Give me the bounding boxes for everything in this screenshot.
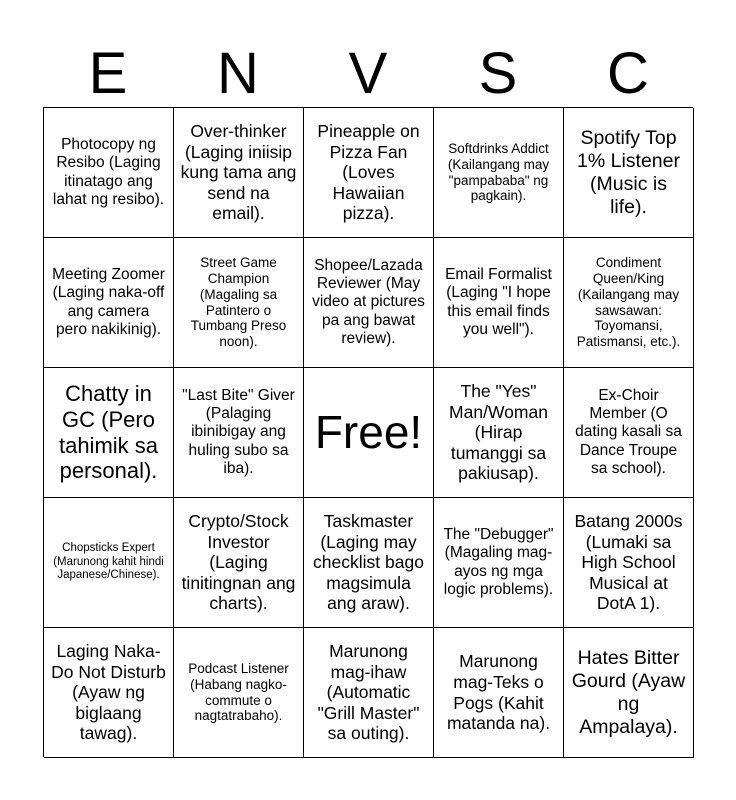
free-space-cell[interactable] (304, 368, 434, 498)
bingo-cell-text: Batang 2000s (Lumaki sa High School Musical at DotA 1). (574, 510, 683, 614)
bingo-cell-text: Pineapple on Pizza Fan (Loves Hawaiian pizza). (317, 120, 420, 224)
bingo-cell[interactable] (44, 108, 174, 238)
bingo-header (43, 40, 693, 108)
bingo-cell-text: Over-thinker (Laging iniisip kung tama ang send na email). (180, 120, 297, 224)
bingo-cell[interactable] (434, 238, 564, 368)
bingo-cell[interactable] (44, 498, 174, 628)
bingo-cell-text: "Last Bite" Giver (Palaging ibinibigay ang huling subo sa iba). (182, 386, 295, 477)
bingo-cell[interactable] (564, 498, 694, 628)
bingo-cell[interactable] (44, 368, 174, 498)
bingo-cell-text: Hates Bitter Gourd (Ayaw ng Ampalaya). (571, 646, 686, 738)
bingo-cell[interactable] (304, 238, 434, 368)
bingo-cell-text: The "Debugger" (Magaling mag-ayos ng mga logic problems). (443, 525, 554, 598)
bingo-cell[interactable] (434, 628, 564, 758)
header-letter-c: C (607, 41, 649, 106)
bingo-cell[interactable] (174, 628, 304, 758)
bingo-cell-text: Taskmaster (Laging may checklist bago magsimula ang araw). (313, 510, 424, 614)
bingo-cell-text: Softdrinks Addict (Kailangang may "pampababa" ng pagkain). (447, 140, 550, 204)
bingo-cell[interactable] (564, 628, 694, 758)
bingo-cell[interactable] (304, 628, 434, 758)
bingo-cell-text: Laging Naka-Do Not Disturb (Ayaw ng biglaang tawag). (51, 640, 166, 744)
bingo-grid (43, 107, 693, 757)
bingo-cell-text: Condiment Queen/King (Kailangang may sawsawan: Toyomansi, Patismansi, etc.). (576, 254, 681, 350)
header-letter-e: E (88, 41, 128, 106)
bingo-cell[interactable] (434, 368, 564, 498)
bingo-cell-text: Photocopy ng Resibo (Laging itinatago ang lahat ng resibo). (52, 135, 165, 208)
bingo-cell[interactable] (564, 368, 694, 498)
bingo-cell-text: Shopee/Lazada Reviewer (May video at pictures pa ang bawat review). (312, 256, 425, 347)
header-letter-s: S (478, 41, 518, 106)
bingo-cell[interactable] (304, 108, 434, 238)
bingo-cell[interactable] (564, 238, 694, 368)
header-letter-n: N (217, 41, 259, 106)
bingo-cell[interactable] (434, 498, 564, 628)
bingo-cell-text: Chatty in GC (Pero tahimik sa personal). (58, 380, 159, 484)
bingo-cell[interactable] (44, 238, 174, 368)
bingo-cell[interactable] (174, 368, 304, 498)
bingo-cell-text: Marunong mag-ihaw (Automatic "Grill Master" sa outing). (317, 640, 420, 744)
bingo-cell-text: Street Game Champion (Magaling sa Patintero o Tumbang Preso noon). (190, 254, 287, 350)
bingo-cell-text: Chopsticks Expert (Marunong kahit hindi Japanese/Chinese). (53, 542, 164, 582)
bingo-cell-text: Crypto/Stock Investor (Laging tinitingnan ang charts). (181, 510, 296, 614)
bingo-cell[interactable] (174, 108, 304, 238)
bingo-cell-text: Spotify Top 1% Listener (Music is life). (577, 126, 680, 218)
bingo-cell[interactable] (564, 108, 694, 238)
bingo-cell-text: The "Yes" Man/Woman (Hirap tumanggi sa pakiusap). (449, 380, 548, 484)
free-space-text: Free! (314, 406, 423, 459)
bingo-cell[interactable] (304, 498, 434, 628)
bingo-cell[interactable] (174, 498, 304, 628)
bingo-cell-text: Podcast Listener (Habang nagko-commute o nagtatrabaho). (188, 660, 289, 724)
bingo-cell-text: Meeting Zoomer (Laging naka-off ang camera pero nakikinig). (52, 265, 165, 338)
bingo-cell[interactable] (44, 628, 174, 758)
bingo-cell-text: Marunong mag-Teks o Pogs (Kahit matanda na). (446, 651, 551, 734)
bingo-cell-text: Email Formalist (Laging "I hope this email finds you well"). (445, 265, 552, 338)
bingo-cell[interactable] (174, 238, 304, 368)
bingo-cell[interactable] (434, 108, 564, 238)
bingo-cell-text: Ex-Choir Member (O dating kasali sa Dance Troupe sa school). (575, 386, 682, 477)
header-letter-v: V (348, 41, 388, 106)
